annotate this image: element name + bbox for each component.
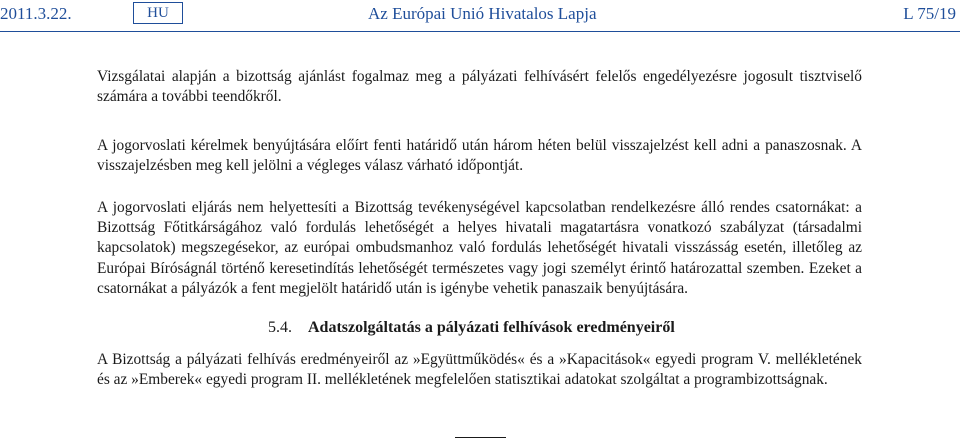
- page-reference: L 75/19: [903, 4, 956, 23]
- section-title: Adatszolgáltatás a pályázati felhívások eredményeiről: [308, 319, 675, 336]
- paragraph-redress-channels: A jogorvoslati eljárás nem helyettesíti a Bizottság tevékenységével kapcsolatban rendelkezésre álló rendes csatornákat: a Bizottság Főtitkárságához való fordulás lehetőségét a helyes hivatali magatartásra vonatkozó szabályzat (társadalmi kapcsolatok) megszegésekor, az európai ombudsmanhoz való fordulás lehetőségét hivatali visszásság esetén, illetőleg az Európai Bíróságnál történő keresetindítás lehetőségét természetes vagy jogi személyt érintő határozattal szemben. Ezeket a csatornákat a pályázók a fent megjelölt határidő után is igénybe vehetik panaszaik benyújtására.: [97, 199, 862, 297]
- paragraph-recommendation: Vizsgálatai alapján a bizottság ajánlást fogalmaz meg a pályázati felhívásért felelős engedélyezésre jogosult tisztviselő számára a további teendőkről.: [97, 68, 862, 106]
- footnote-divider: [455, 437, 506, 438]
- section-number: 5.4.: [268, 319, 292, 336]
- section-heading: [268, 318, 675, 338]
- journal-title: Az Európai Unió Hivatalos Lapja: [368, 4, 597, 23]
- paragraph-feedback: A jogorvoslati kérelmek benyújtására előírt fenti határidő után három héten belül visszajelzést kell adni a panaszosnak. A visszajelzésben meg kell jelölni a végleges válasz várható időpontját.: [97, 137, 862, 175]
- publication-date: 2011.3.22.: [0, 4, 72, 23]
- paragraph-statistics: A Bizottság a pályázati felhívás eredményeiről az »Együttműködés« és a »Kapacitások« egyedi program V. mellékletének és az »Emberek« egyedi program II. mellékletének megfelelően statisztikai adatokat szolgáltat a programbizottságnak.: [97, 351, 862, 389]
- page-header: [0, 2, 960, 28]
- language-badge: HU: [133, 2, 183, 24]
- header-divider: [0, 31, 960, 32]
